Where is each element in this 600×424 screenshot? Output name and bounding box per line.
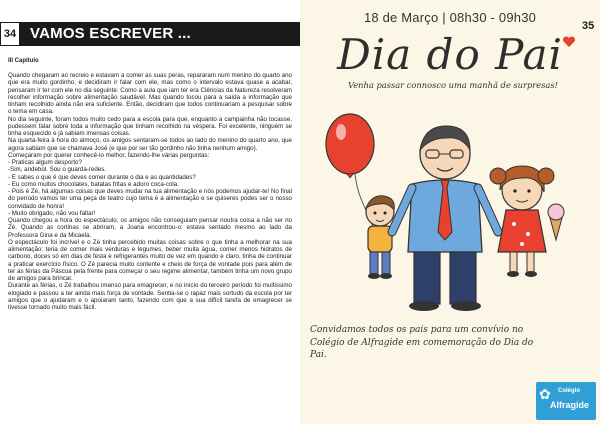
paragraph: Durante as férias, o Zé trabalhou imenso para emagrecer, e no início do terceiro período foi multissimo elogiado e passou a ter ainda mais força de vontade. Sentia-se o rapaz mais sortudo da escola por ter amigos que o ajudaram e o apoiaram tanto, fazendo com que a sua difícil tarefa de emagrecer se tivesse tornado muito mais fácil. bbox=[8, 282, 292, 311]
boy-figure bbox=[366, 196, 394, 279]
right-page bbox=[300, 0, 600, 424]
dialogue-line: - E sabes o que é que deves comer durante o dia e as quantidades? bbox=[8, 173, 196, 181]
page-number-left: 34 bbox=[0, 22, 20, 46]
event-date: 18 de Março | 08h30 - 09h30 bbox=[363, 10, 537, 25]
family-illustration bbox=[300, 92, 600, 322]
invitation-text: Convidamos todos os pais para um convívio no Colégio de Alfragide em comemoração do Dia do Pai. bbox=[310, 325, 534, 360]
paragraph: No dia seguinte, foram todos muito cedo para a escola para que, enquanto a campainha não tocasse, pudessem falar sobre toda a informação que tinham recolhido na véspera. Foi excelente, ninguém se tinha esquecido e já sabiam imensas coisas. bbox=[8, 115, 292, 137]
school-logo bbox=[536, 382, 596, 420]
dialogue-line: - Pois é Zé, há algumas coisas que deves mudar na tua alimentação e nós podemos ajudar-te! No final do período vamos ter uma peça de teatro cujo tema é a alimentação e se quiseres podes ser o nosso convidado de honra! bbox=[8, 188, 292, 210]
logo-mark-icon: ✿ bbox=[539, 386, 551, 402]
chapter-heading: III Capítulo bbox=[8, 58, 39, 64]
girl-figure bbox=[490, 166, 554, 277]
paragraph: Quando chegou a hora do espectáculo, os amigos não conseguiam pensar noutra coisa a não ser no Zé. Quando as cortinas se abriram, a Joana encontrou-o: estava sentado mesmo ao lado da Professora Gina e da Micaela. bbox=[8, 217, 292, 239]
poster-subtitle: Venha passar connosco uma manhã de surpresas! bbox=[348, 80, 558, 90]
paragraph: Na quarta-feira à hora do almoço, os amigos sentaram-se todos ao lado do menino do quarto ano, que agora sabiam que se chamava José (e que por ser tão gordinho não tinha nenhum amigo). bbox=[8, 137, 292, 152]
logo-label-small: Colégio bbox=[558, 388, 580, 394]
dialogue-line: -Sim, andebol. Sou o guarda-redes. bbox=[8, 166, 107, 174]
father-figure bbox=[392, 126, 498, 311]
ice-cream-icon bbox=[548, 204, 564, 240]
poster-title: Dia do Pai bbox=[337, 30, 563, 79]
dialogue-line: - Eu como muitos chocolates, batatas fritas e adoro coca-cola. bbox=[8, 180, 179, 188]
paragraph: Começaram por querer conhecê-lo melhor, fazendo-lhe várias perguntas: bbox=[8, 151, 210, 159]
dialogue-line: - Praticas algum desporto? bbox=[8, 159, 82, 166]
page-number-right: 35 bbox=[582, 20, 595, 32]
paragraph: Quando chegaram ao recreio e estavam a comer as suas peras, repararam num menino do quarto ano que era muito gordinho, e decidiram ir falar com ele, mas como o intervalo estava quase a acabar, pensaram ir ter com ele no dia seguinte. Como a aula que iam ter era Ciências da Natureza resolveram recolher informação sobre alimentação saudável. Mas quando tocou para a saída a informação que tinham recolhido ainda não era suficiente. Então, decidiram que todos continuariam a pesquisar sobre o tema em casa. bbox=[8, 72, 292, 116]
dialogue-line: - Muito obrigado, não vou faltar! bbox=[8, 209, 96, 217]
logo-label-name: Alfragide bbox=[550, 400, 590, 410]
heart-icon bbox=[562, 36, 576, 48]
paragraph: O espectáculo foi incrível e o Zé tinha percebido muitas coisas sobre o que tinha a melhorar na sua alimentação: teria de comer mais verduras e legumes, beber muita água, comer menos hidratos de carbono, doces só em dias de festa e refrigerantes muito de vez em quando e claro, tinha de continuar a praticar exercício físico. O Zé parecia muito contente e cheio de força de vontade pois para além de ter as férias da Páscoa pela frente para começar o seu regime alimentar, também tinha um novo grupo de amigos para brincar. bbox=[8, 238, 292, 282]
story-text bbox=[8, 72, 292, 418]
section-title: VAMOS ESCREVER ... bbox=[30, 25, 191, 42]
